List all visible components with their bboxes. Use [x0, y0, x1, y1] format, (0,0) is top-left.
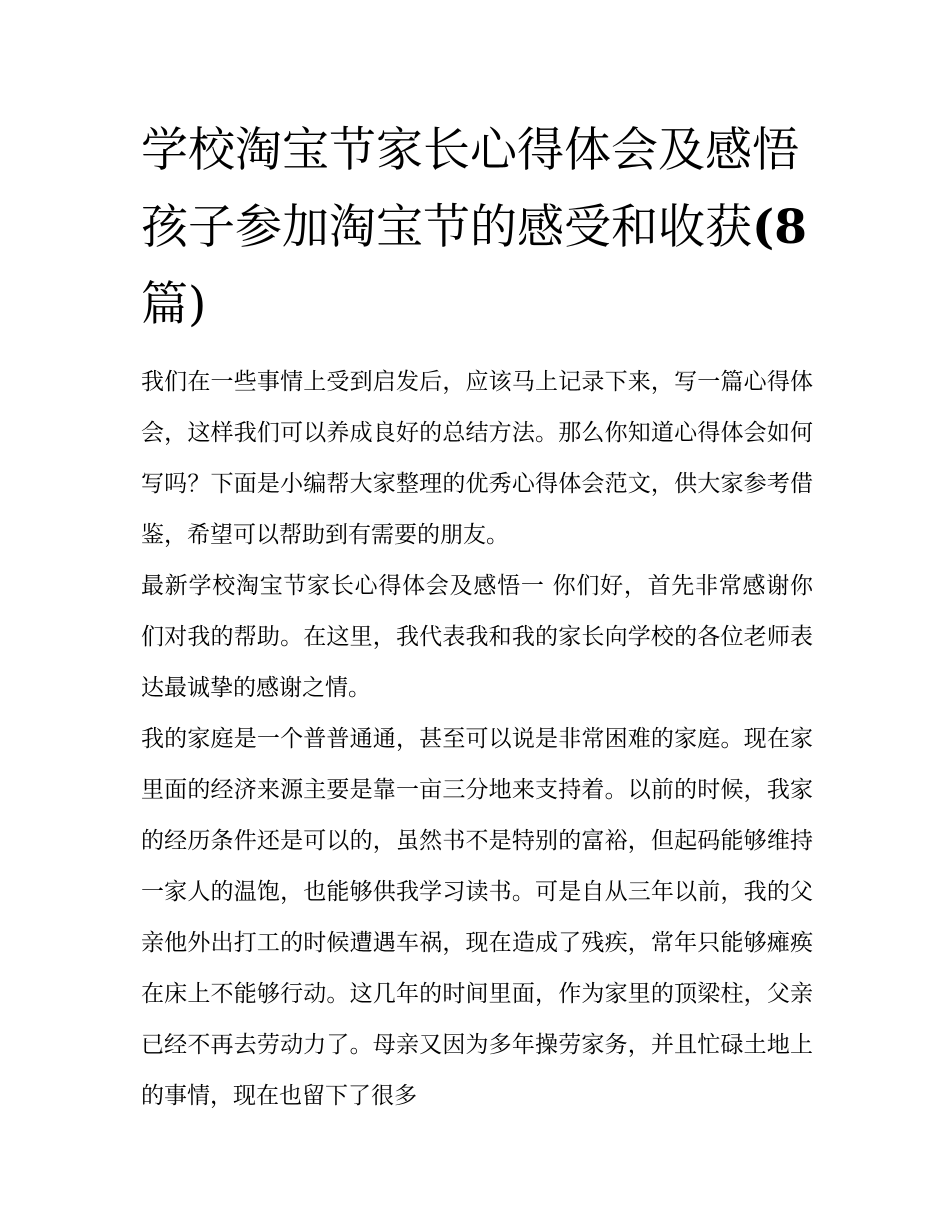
title-suffix: 篇): [141, 277, 207, 332]
paragraph-intro: 我们在一些事情上受到启发后，应该马上记录下来，写一篇心得体会，这样我们可以养成良好的总结方法。那么你知道心得体会如何写吗？下面是小编帮大家整理的优秀心得体会范文，供大家参考借鉴，希望可以帮助到有需要的朋友。: [141, 369, 813, 548]
title-text: 学校淘宝节家长心得体会及感悟 孩子参加淘宝节的感受和收获: [141, 123, 799, 255]
document-title: [141, 112, 813, 343]
paragraph-family: 我的家庭是一个普普通通，甚至可以说是非常困难的家庭。现在家里面的经济来源主要是靠一亩三分地来支持着。以前的时候，我家的经历条件还是可以的，虽然书不是特别的富裕，但起码能够维持一家人的温饱，也能够供我学习读书。可是自从三年以前，我的父亲他外出打工的时候遭遇车祸，现在造成了残疾，常年只能够瘫痪在床上不能够行动。这几年的时间里面，作为家里的顶梁柱，父亲已经不再去劳动力了。母亲又因为多年操劳家务，并且忙碌土地上的事情，现在也留下了很多: [141, 726, 813, 1109]
paragraph-section-one: 最新学校淘宝节家长心得体会及感悟一 你们好，首先非常感谢你们对我的帮助。在这里，我代表我和我的家长向学校的各位老师表达最诚挚的感谢之情。: [141, 573, 813, 701]
title-count: (8: [752, 200, 807, 255]
document-content: [141, 112, 813, 1122]
